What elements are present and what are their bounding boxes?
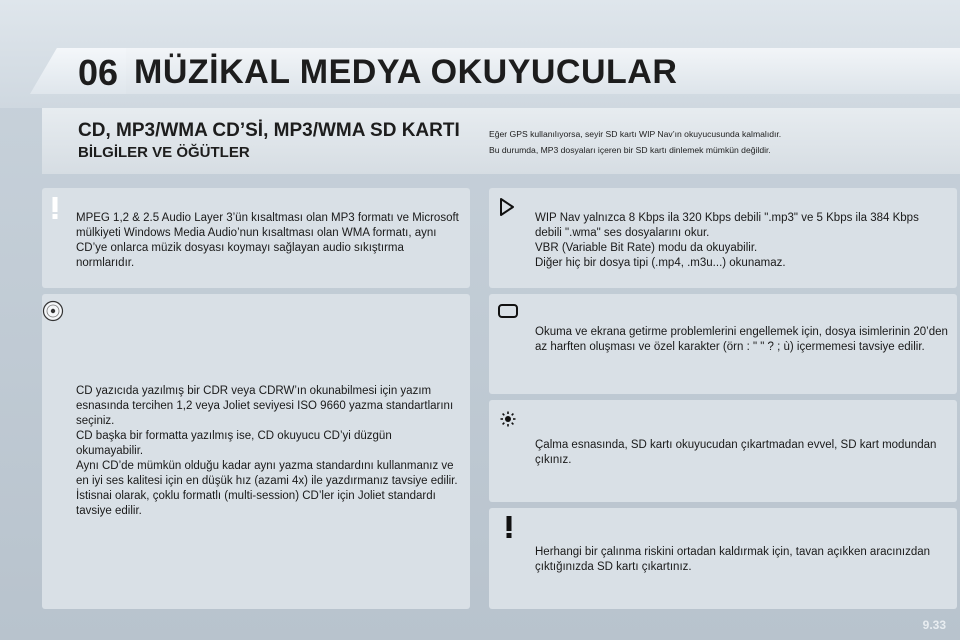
- panel-theft-advice: [489, 508, 957, 609]
- panel-cd-writing-info: [42, 294, 470, 609]
- sun-light-icon: [499, 410, 517, 428]
- chapter-number: 06: [78, 52, 119, 93]
- section-subtitle: BİLGİLER VE ÖĞÜTLER: [78, 144, 250, 161]
- intro-line-2: Bu durumda, MP3 dosyaları içeren bir SD kartı dinlemek mümkün değildir.: [489, 145, 771, 155]
- panel-filename-advice: [489, 294, 957, 394]
- panel-mp3-wma-info: [42, 188, 470, 288]
- panel-text: Herhangi bir çalınma riskini ortadan kaldırmak için, tavan açıkken aracınızdan çıktığınızda SD kartı çıkartınız.: [535, 546, 931, 573]
- page-number: 9.33: [922, 618, 946, 632]
- cd-disc-icon: [42, 300, 64, 322]
- panel-text: MPEG 1,2 & 2.5 Audio Layer 3’ün kısaltması olan MP3 formatı ve Microsoft mülkiyeti Windows Media Audio’nun kısaltması olan WMA formatı, aynı CD’ye onlarca müzik dosyası koymayı sağlayan audio sıkıştırma normlarıdır.: [76, 212, 459, 269]
- intro-text: [489, 126, 949, 158]
- play-triangle-icon: [497, 196, 517, 218]
- panel-sd-mode-advice: [489, 400, 957, 502]
- panel-text: WIP Nav yalnızca 8 Kbps ila 320 Kbps debili ".mp3" ve 5 Kbps ila 384 Kbps debili ".wma" ses dosyalarını okur. VBR (Variable Bit Rate) modu da okuyabilir. Diğer hiç bir dosya tipi (.mp4, .m3u...) okunamaz.: [535, 212, 919, 269]
- panel-text: CD yazıcıda yazılmış bir CDR veya CDRW’ın okunabilmesi için yazım esnasında tercihen 1,2 veya Joliet seviyesi ISO 9660 yazma standartlarını seçiniz. CD başka bir formatta yazılmış ise, CD okuyucu CD’yi düzgün okumayabilir. Aynı CD’de mümkün olduğu kadar aynı yazma standardını kullanmanız ve en iyi ses kalitesi için en düşük hız (azami 4x) ile yazdırmanız tavsiye edilir. İstisnai olarak, çoklu formatlı (multi-session) CD’ler için Joliet standardı tavsiye edilir.: [76, 385, 458, 517]
- panel-supported-formats: [489, 188, 957, 288]
- warning-exclamation-icon: [46, 196, 64, 220]
- warning-exclamation-icon: [503, 515, 515, 539]
- panel-text: Çalma esnasında, SD kartı okuyucudan çıkartmadan evvel, SD kart modundan çıkınız.: [535, 439, 937, 466]
- section-title: CD, MP3/WMA CD’Sİ, MP3/WMA SD KARTI: [78, 120, 460, 141]
- screen-rectangle-icon: [497, 302, 519, 320]
- intro-line-1: Eğer GPS kullanılıyorsa, seyir SD kartı WIP Nav’ın okuyucusunda kalmalıdır.: [489, 129, 782, 139]
- page-title: MÜZİKAL MEDYA OKUYUCULAR: [134, 53, 678, 91]
- panel-text: Okuma ve ekrana getirme problemlerini engellemek için, dosya isimlerinin 20’den az harften oluşması ve özel karakter (örn : " " ? ; ù) içermemesi tavsiye edilir.: [535, 326, 948, 353]
